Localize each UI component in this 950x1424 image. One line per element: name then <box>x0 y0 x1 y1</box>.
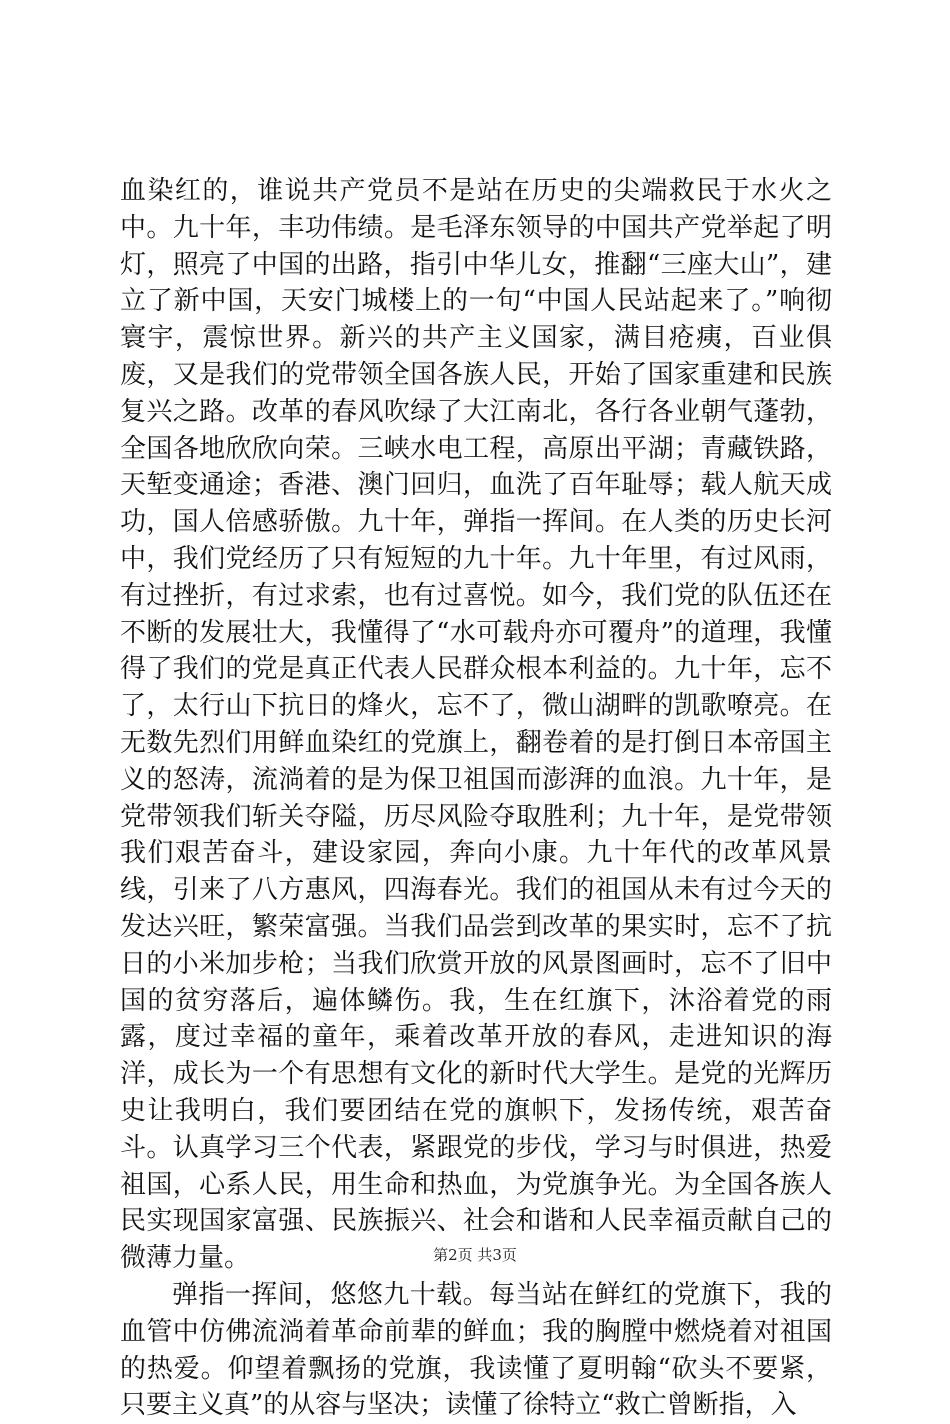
paragraph-continued: 血染红的，谁说共产党员不是站在历史的尖端救民于水火之中。九十年，丰功伟绩。是毛泽东领导的中国共产党举起了明灯，照亮了中国的出路，指引中华儿女，推翻“三座大山”，建立了新中国，天安门城楼上的一句“中国人民站起来了。”响彻寰宇，震惊世界。新兴的共产主义国家，满目疮痍，百业俱废，又是我们的党带领全国各族人民，开始了国家重建和民族复兴之路。改革的春风吹绿了大江南北，各行各业朝气蓬勃，全国各地欣欣向荣。三峡水电工程，高原出平湖；青藏铁路，天堑变通途；香港、澳门回归，血洗了百年耻辱；载人航天成功，国人倍感骄傲。九十年，弹指一挥间。在人类的历史长河中，我们党经历了只有短短的九十年。九十年里，有过风雨，有过挫折，有过求索，也有过喜悦。如今，我们党的队伍还在不断的发展壮大，我懂得了“水可载舟亦可覆舟”的道理，我懂得了我们的党是真正代表人民群众根本利益的。九十年，忘不了，太行山下抗日的烽火，忘不了，微山湖畔的凯歌嘹亮。在无数先烈们用鲜血染红的党旗上，翻卷着的是打倒日本帝国主义的怒涛，流淌着的是为保卫祖国而澎湃的血浪。九十年，是党带领我们斩关夺隘，历尽风险夺取胜利；九十年，是党带领我们艰苦奋斗，建设家园，奔向小康。九十年代的改革风景线，引来了八方惠风，四海春光。我们的祖国从未有过今天的发达兴旺，繁荣富强。当我们品尝到改革的果实时，忘不了抗日的小米加步枪；当我们欣赏开放的风景图画时，忘不了旧中国的贫穷落后，遍体鳞伤。我，生在红旗下，沐浴着党的雨露，度过幸福的童年，乘着改革开放的春风，走进知识的海洋，成长为一个有思想有文化的新时代大学生。是党的光辉历史让我明白，我们要团结在党的旗帜下，发扬传统，艰苦奋斗。认真学习三个代表，紧跟党的步伐，学习与时俱进，热爱祖国，心系人民，用生命和热血，为党旗争光。为全国各族人民实现国家富强、民族振兴、社会和谐和人民幸福贡献自己的微薄力量。 <box>120 176 832 1274</box>
page-number-footer: 第2页 共3页 <box>433 1246 517 1264</box>
paragraph: 弹指一挥间，悠悠九十载。每当站在鲜红的党旗下，我的血管中仿佛流淌着革命前辈的鲜血；我的胸膛中燃烧着对祖国的热爱。仰望着飘扬的党旗，我读懂了夏明翰“砍头不要紧，只要主义真”的从容与坚决；读懂了徐特立“救亡曾断指，入 <box>120 1279 832 1421</box>
document-body <box>120 173 832 1424</box>
